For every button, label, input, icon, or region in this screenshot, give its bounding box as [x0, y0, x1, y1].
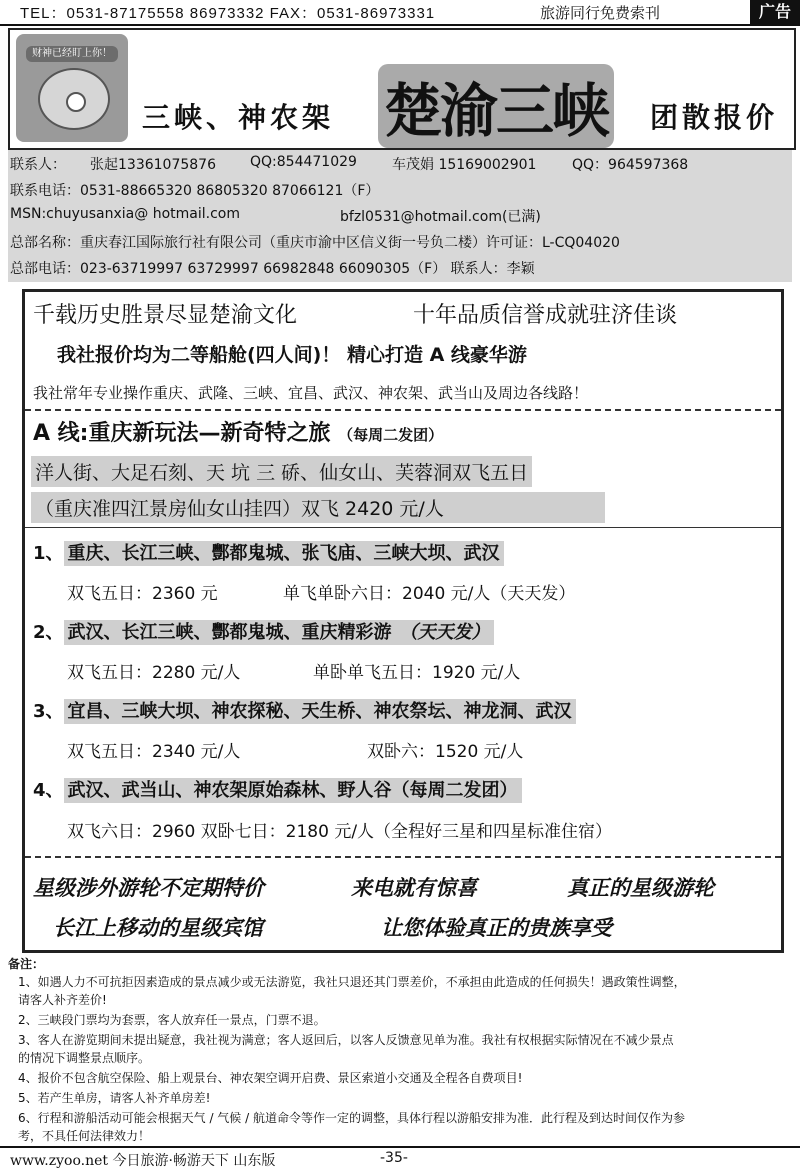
- route-2: [33, 618, 494, 644]
- contact-name-1: 张起13361075876: [90, 157, 216, 173]
- route-4: [33, 776, 522, 802]
- note-line: 请客人补齐差价!: [18, 993, 107, 1007]
- note-line: 5、若产生单房，请客人补齐单房差!: [18, 1091, 211, 1105]
- note-line: 4、报价不包含航空保险、船上观景台、神农架空调开启费、景区索道小交通及全程各自费项目!: [18, 1071, 523, 1085]
- route-2-price-a: 双飞五日：2280 元/人: [67, 663, 241, 683]
- slogan-left: 千载历史胜景尽显楚渝文化: [33, 303, 298, 328]
- header-banner: [8, 28, 796, 150]
- a-line-spots: 洋人街、大足石刻、天 坑 三 硚、仙女山、芙蓉洞双飞五日: [31, 456, 532, 487]
- mascot-mouth-icon: [66, 92, 86, 112]
- ad-badge: 广告: [750, 0, 800, 24]
- note-line: 1、如遇人力不可抗拒因素造成的景点减少或无法游览，我社只退还其门票差价，不承担由此造成的任何损失！遇政策性调整，: [18, 975, 686, 989]
- top-contact-line: TEL：0531-87175558 86973332 FAX：0531-86973331: [20, 5, 436, 22]
- route-2-num: 2、: [33, 622, 64, 643]
- route-4-num: 4、: [33, 780, 64, 801]
- contact-row-4: 总部名称：重庆春江国际旅行社有限公司（重庆市渝中区信义街一号负二楼）许可证：L-CQ04020: [10, 235, 620, 251]
- route-2-name: 武汉、长江三峡、酆都鬼城、重庆精彩游: [64, 620, 396, 645]
- email-address: bfzl0531@hotmail.com(已满): [340, 209, 541, 225]
- contact-qq-2: QQ：964597368: [572, 157, 689, 173]
- route-4-name: 武汉、武当山、神农架原始森林、野人谷（每周二发团）: [64, 778, 522, 803]
- route-1-name: 重庆、长江三峡、酆都鬼城、张飞庙、三峡大坝、武汉: [64, 541, 504, 566]
- tagline-1b: 来电就有惊喜: [351, 875, 477, 900]
- tagline-1a: 星级涉外游轮不定期特价: [33, 875, 264, 900]
- mascot-logo: [16, 34, 128, 142]
- a-line-title: [33, 416, 443, 447]
- title-right: 团散报价: [650, 101, 779, 134]
- route-3-price-b: 双卧六：1520 元/人: [367, 742, 524, 762]
- route-2-extra: （天天发）: [396, 620, 494, 645]
- note-line: 考，不具任何法律效力！: [18, 1129, 151, 1143]
- route-1-price-a: 双飞五日：2360 元: [67, 584, 218, 604]
- notes-title: 备注：: [8, 957, 45, 971]
- divider-a-line: [25, 527, 781, 528]
- logo-ribbon: 财神已经盯上你！: [26, 46, 118, 62]
- contact-label: 联系人：: [10, 157, 66, 173]
- contact-name-2: 车茂娟 15169002901: [392, 157, 537, 173]
- mascot-face-icon: [38, 68, 110, 130]
- route-3-price-a: 双飞五日：2340 元/人: [67, 742, 241, 762]
- contact-row-5: 总部电话：023-63719997 63729997 66982848 66090305（F） 联系人：李颖: [10, 261, 535, 277]
- contact-row-2: 联系电话：0531-88665320 86805320 87066121（F）: [10, 183, 380, 199]
- slogan-right: 十年品质信誉成就驻济佳谈: [413, 303, 678, 328]
- operation-scope: 我社常年专业操作重庆、武隆、三峡、宜昌、武汉、神农架、武当山及周边各线路！: [33, 384, 589, 402]
- msn-address: MSN:chuyusanxia@ hotmail.com: [10, 206, 240, 222]
- slogan-row: [33, 298, 678, 329]
- a-line-note: （每周二发团）: [338, 426, 444, 444]
- page-number: -35-: [380, 1150, 408, 1166]
- route-2-price-b: 单卧单飞五日：1920 元/人: [313, 663, 521, 683]
- contact-info-panel: [8, 150, 792, 282]
- tagline-2b: 让您体验真正的贵族享受: [381, 915, 612, 940]
- top-bar: [0, 0, 800, 26]
- tagline-1c: 真正的星级游轮: [567, 875, 714, 900]
- divider-bottom: [25, 856, 781, 858]
- sub-slogan: 我社报价均为二等船舱(四人间)！ 精心打造 A 线豪华游: [57, 344, 527, 366]
- note-line: 3、客人在游览期间未提出疑意，我社视为满意；客人返回后，以客人反馈意见单为准。我社有权根据实际情况在不减少景点: [18, 1033, 674, 1047]
- route-1-num: 1、: [33, 543, 64, 564]
- footer-bar: [0, 1146, 800, 1169]
- route-4-price-a: 双飞六日：2960 双卧七日：2180 元/人（全程好三星和四星标准住宿）: [67, 822, 613, 842]
- route-3-num: 3、: [33, 701, 64, 722]
- a-line-heading: A 线:重庆新玩法—新奇特之旅: [33, 421, 331, 446]
- title-left: 三峡、神农架: [142, 101, 335, 134]
- offer-box: [22, 289, 784, 953]
- note-line: 6、行程和游船活动可能会根据天气 / 气候 / 航道命令等作一定的调整，具体行程以游船安排为准．此行程及到达时间仅作为参: [18, 1111, 685, 1125]
- a-line-price: （重庆准四江景房仙女山挂四）双飞 2420 元/人: [31, 492, 605, 523]
- route-3-name: 宜昌、三峡大坝、神农探秘、天生桥、神农祭坛、神龙洞、武汉: [64, 699, 576, 724]
- divider-top: [25, 409, 781, 411]
- route-1: [33, 539, 504, 565]
- route-1-price-b: 单飞单卧六日：2040 元/人（天天发）: [283, 584, 576, 604]
- route-3: [33, 697, 576, 723]
- top-guide-label: 旅游同行免费索刊: [540, 4, 661, 22]
- footer-url[interactable]: www.zyoo.net 今日旅游·畅游天下 山东版: [10, 1153, 276, 1169]
- contact-qq-1: QQ:854471029: [250, 154, 357, 170]
- title-main: 楚渝三峡: [378, 64, 614, 148]
- tagline-2a: 长江上移动的星级宾馆: [53, 915, 263, 940]
- note-line: 2、三峡段门票均为套票，客人放弃任一景点，门票不退。: [18, 1013, 326, 1027]
- note-line: 的情况下调整景点顺序。: [18, 1051, 151, 1065]
